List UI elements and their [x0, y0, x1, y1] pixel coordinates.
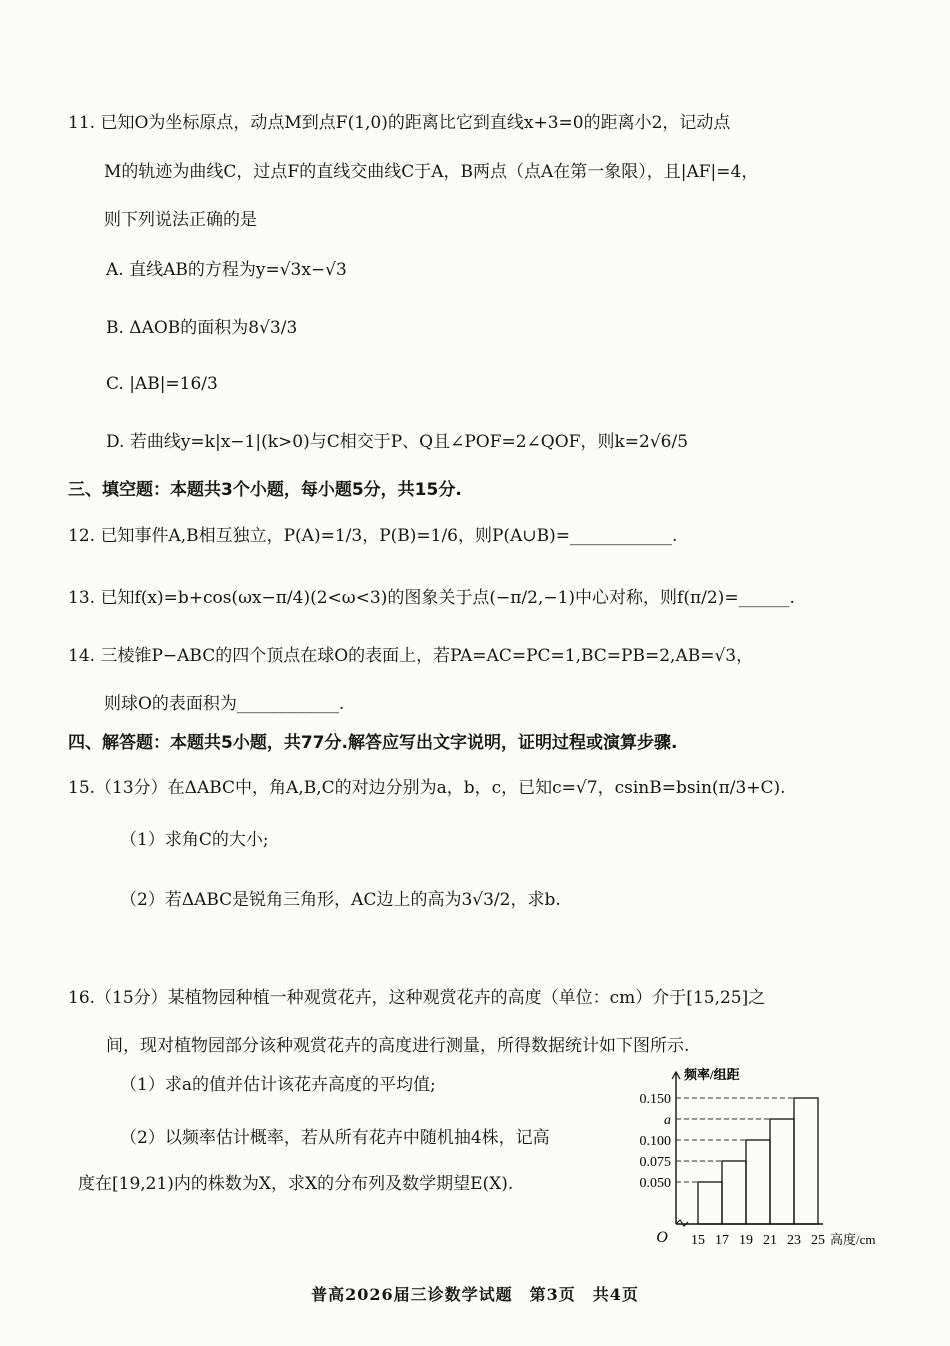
q11-line-2: M的轨迹为曲线C，过点F的直线交曲线C于A，B两点（点A在第一象限），且|AF|=4，	[104, 162, 759, 182]
y-tick-label: a	[664, 1113, 671, 1128]
q16-part-2-line-2: 度在[19,21)内的株数为X，求X的分布列及数学期望E(X).	[78, 1174, 514, 1194]
x-tick-label: 15	[691, 1233, 705, 1248]
q12: 12. 已知事件A,B相互独立，P(A)=1/3，P(B)=1/6，则P(A∪B)=____________.	[68, 526, 678, 546]
x-tick-label: 25	[811, 1233, 825, 1248]
histogram-chart	[618, 1062, 908, 1252]
axis-break-mark	[676, 1220, 688, 1226]
q13: 13. 已知f(x)=b+cos(ωx−π/4)(2<ω<3)的图象关于点(−π/2,−1)中心对称，则f(π/2)=______.	[68, 588, 795, 608]
histogram-bar	[746, 1140, 770, 1224]
histogram-bar	[698, 1182, 722, 1224]
q15-part-2: （2）若ΔABC是锐角三角形，AC边上的高为3√3/2，求b.	[120, 890, 561, 910]
q16-line-2: 间，现对植物园部分该种观赏花卉的高度进行测量，所得数据统计如下图所示.	[106, 1036, 690, 1056]
q11-line-3: 则下列说法正确的是	[104, 210, 257, 230]
q14-line-1: 14. 三棱锥P−ABC的四个顶点在球O的表面上，若PA=AC=PC=1,BC=PB=2,AB=√3，	[68, 646, 754, 666]
q11-option-b: B. ΔAOB的面积为8√3/3	[106, 318, 298, 338]
q11-option-d: D. 若曲线y=k|x−1|(k>0)与C相交于P、Q且∠POF=2∠QOF，则k=2√6/5	[106, 432, 689, 452]
section-3-heading: 三、填空题：本题共3个小题，每小题5分，共15分.	[68, 480, 462, 500]
histogram-bar	[770, 1119, 794, 1224]
x-axis-title: 高度/cm	[830, 1232, 876, 1247]
q16-part-2-line-1: （2）以频率估计概率，若从所有花卉中随机抽4株，记高	[120, 1128, 550, 1148]
q16-line-1: 16.（15分）某植物园种植一种观赏花卉，这种观赏花卉的高度（单位：cm）介于[15,25]之	[68, 988, 766, 1008]
histogram-bar	[722, 1161, 746, 1224]
y-tick-label: 0.150	[639, 1092, 671, 1107]
y-tick-label: 0.050	[639, 1176, 671, 1191]
q11-option-a: A. 直线AB的方程为y=√3x−√3	[106, 260, 347, 280]
q11-option-c: C. |AB|=16/3	[106, 374, 218, 394]
page-footer: 普高2026届三诊数学试题 第3页 共4页	[311, 1285, 639, 1304]
section-4-heading: 四、解答题：本题共5小题，共77分.解答应写出文字说明，证明过程或演算步骤.	[68, 733, 678, 753]
y-tick-label: 0.100	[639, 1134, 671, 1149]
q15-part-1: （1）求角C的大小;	[120, 830, 269, 850]
y-tick-label: 0.075	[639, 1155, 671, 1170]
q11-line-1: 11. 已知O为坐标原点，动点M到点F(1,0)的距离比它到直线x+3=0的距离小2，记动点	[68, 113, 731, 133]
q16-part-1: （1）求a的值并估计该花卉高度的平均值;	[120, 1075, 436, 1095]
histogram-bar	[794, 1098, 818, 1224]
q15: 15.（13分）在ΔABC中，角A,B,C的对边分别为a，b，c，已知c=√7，csinB=bsin(π/3+C).	[68, 778, 786, 798]
origin-label: O	[656, 1229, 668, 1246]
q14-line-2: 则球O的表面积为____________.	[104, 694, 345, 714]
x-tick-label: 21	[763, 1233, 777, 1248]
x-tick-label: 23	[787, 1233, 801, 1248]
y-axis-title: 频率/组距	[684, 1067, 740, 1082]
x-tick-label: 19	[739, 1233, 753, 1248]
x-tick-label: 17	[715, 1233, 729, 1248]
